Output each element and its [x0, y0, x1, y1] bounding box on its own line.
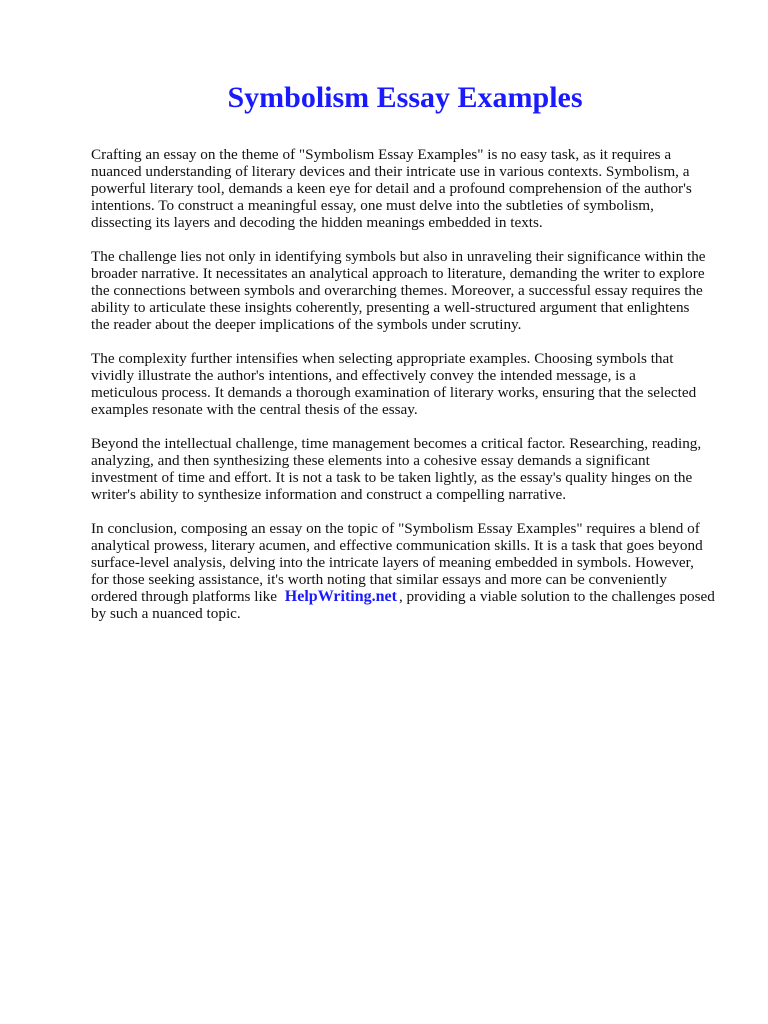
text-line: writer's ability to synthesize information and construct a compelling narrative.: [91, 486, 567, 503]
link-prefix-text: ordered through platforms like: [91, 588, 281, 605]
text-line: vividly illustrate the author's intentions, and effectively convey the intended message, is a: [91, 367, 636, 384]
paragraph-1: [91, 146, 731, 231]
link-suffix-text: , providing a viable solution to the challenges posed: [398, 588, 715, 605]
paragraph-4: [91, 435, 731, 503]
text-line: for those seeking assistance, it's worth noting that similar essays and more can be conveniently: [91, 571, 667, 588]
text-line: ability to articulate these insights coherently, presenting a well-structured argument that enlightens: [91, 299, 690, 316]
text-line: analyzing, and then synthesizing these elements into a cohesive essay demands a significant: [91, 452, 650, 469]
paragraph-2: [91, 248, 731, 333]
helpwriting-link[interactable]: HelpWriting.net: [284, 588, 397, 605]
essay-body: [91, 146, 731, 639]
text-line: meticulous process. It demands a thorough examination of literary works, ensuring that the selected: [91, 384, 697, 401]
paragraph-5: [91, 520, 731, 622]
paragraph-3: [91, 350, 731, 418]
text-line: Crafting an essay on the theme of "Symbolism Essay Examples" is no easy task, as it requires a: [91, 146, 672, 163]
text-line: dissecting its layers and decoding the hidden meanings embedded in texts.: [91, 214, 543, 231]
text-line: In conclusion, composing an essay on the topic of "Symbolism Essay Examples" requires a blend of: [91, 520, 700, 537]
text-line: the connections between symbols and overarching themes. Moreover, a successful essay requires the: [91, 282, 703, 299]
text-line: by such a nuanced topic.: [91, 605, 241, 622]
text-line: intentions. To construct a meaningful essay, one must delve into the subtleties of symbolism,: [91, 197, 654, 214]
text-line: broader narrative. It necessitates an analytical approach to literature, demanding the writer to explore: [91, 265, 705, 282]
text-line: surface-level analysis, delving into the intricate layers of meaning embedded in symbols. However,: [91, 554, 694, 571]
page-title: Symbolism Essay Examples: [227, 81, 583, 114]
text-line: nuanced understanding of literary devices and their intricate use in various contexts. Symbolism, a: [91, 163, 690, 180]
text-line-with-link: [91, 588, 731, 605]
text-line: examples resonate with the central thesis of the essay.: [91, 401, 418, 418]
text-line: powerful literary tool, demands a keen eye for detail and a profound comprehension of the author's: [91, 180, 692, 197]
text-line: The challenge lies not only in identifying symbols but also in unraveling their significance within the: [91, 248, 706, 265]
text-line: The complexity further intensifies when selecting appropriate examples. Choosing symbols that: [91, 350, 674, 367]
text-line: analytical prowess, literary acumen, and effective communication skills. It is a task that goes beyond: [91, 537, 703, 554]
text-line: the reader about the deeper implications of the symbols under scrutiny.: [91, 316, 522, 333]
text-line: investment of time and effort. It is not a task to be taken lightly, as the essay's quality hinges on the: [91, 469, 693, 486]
text-line: Beyond the intellectual challenge, time management becomes a critical factor. Researching, reading,: [91, 435, 702, 452]
